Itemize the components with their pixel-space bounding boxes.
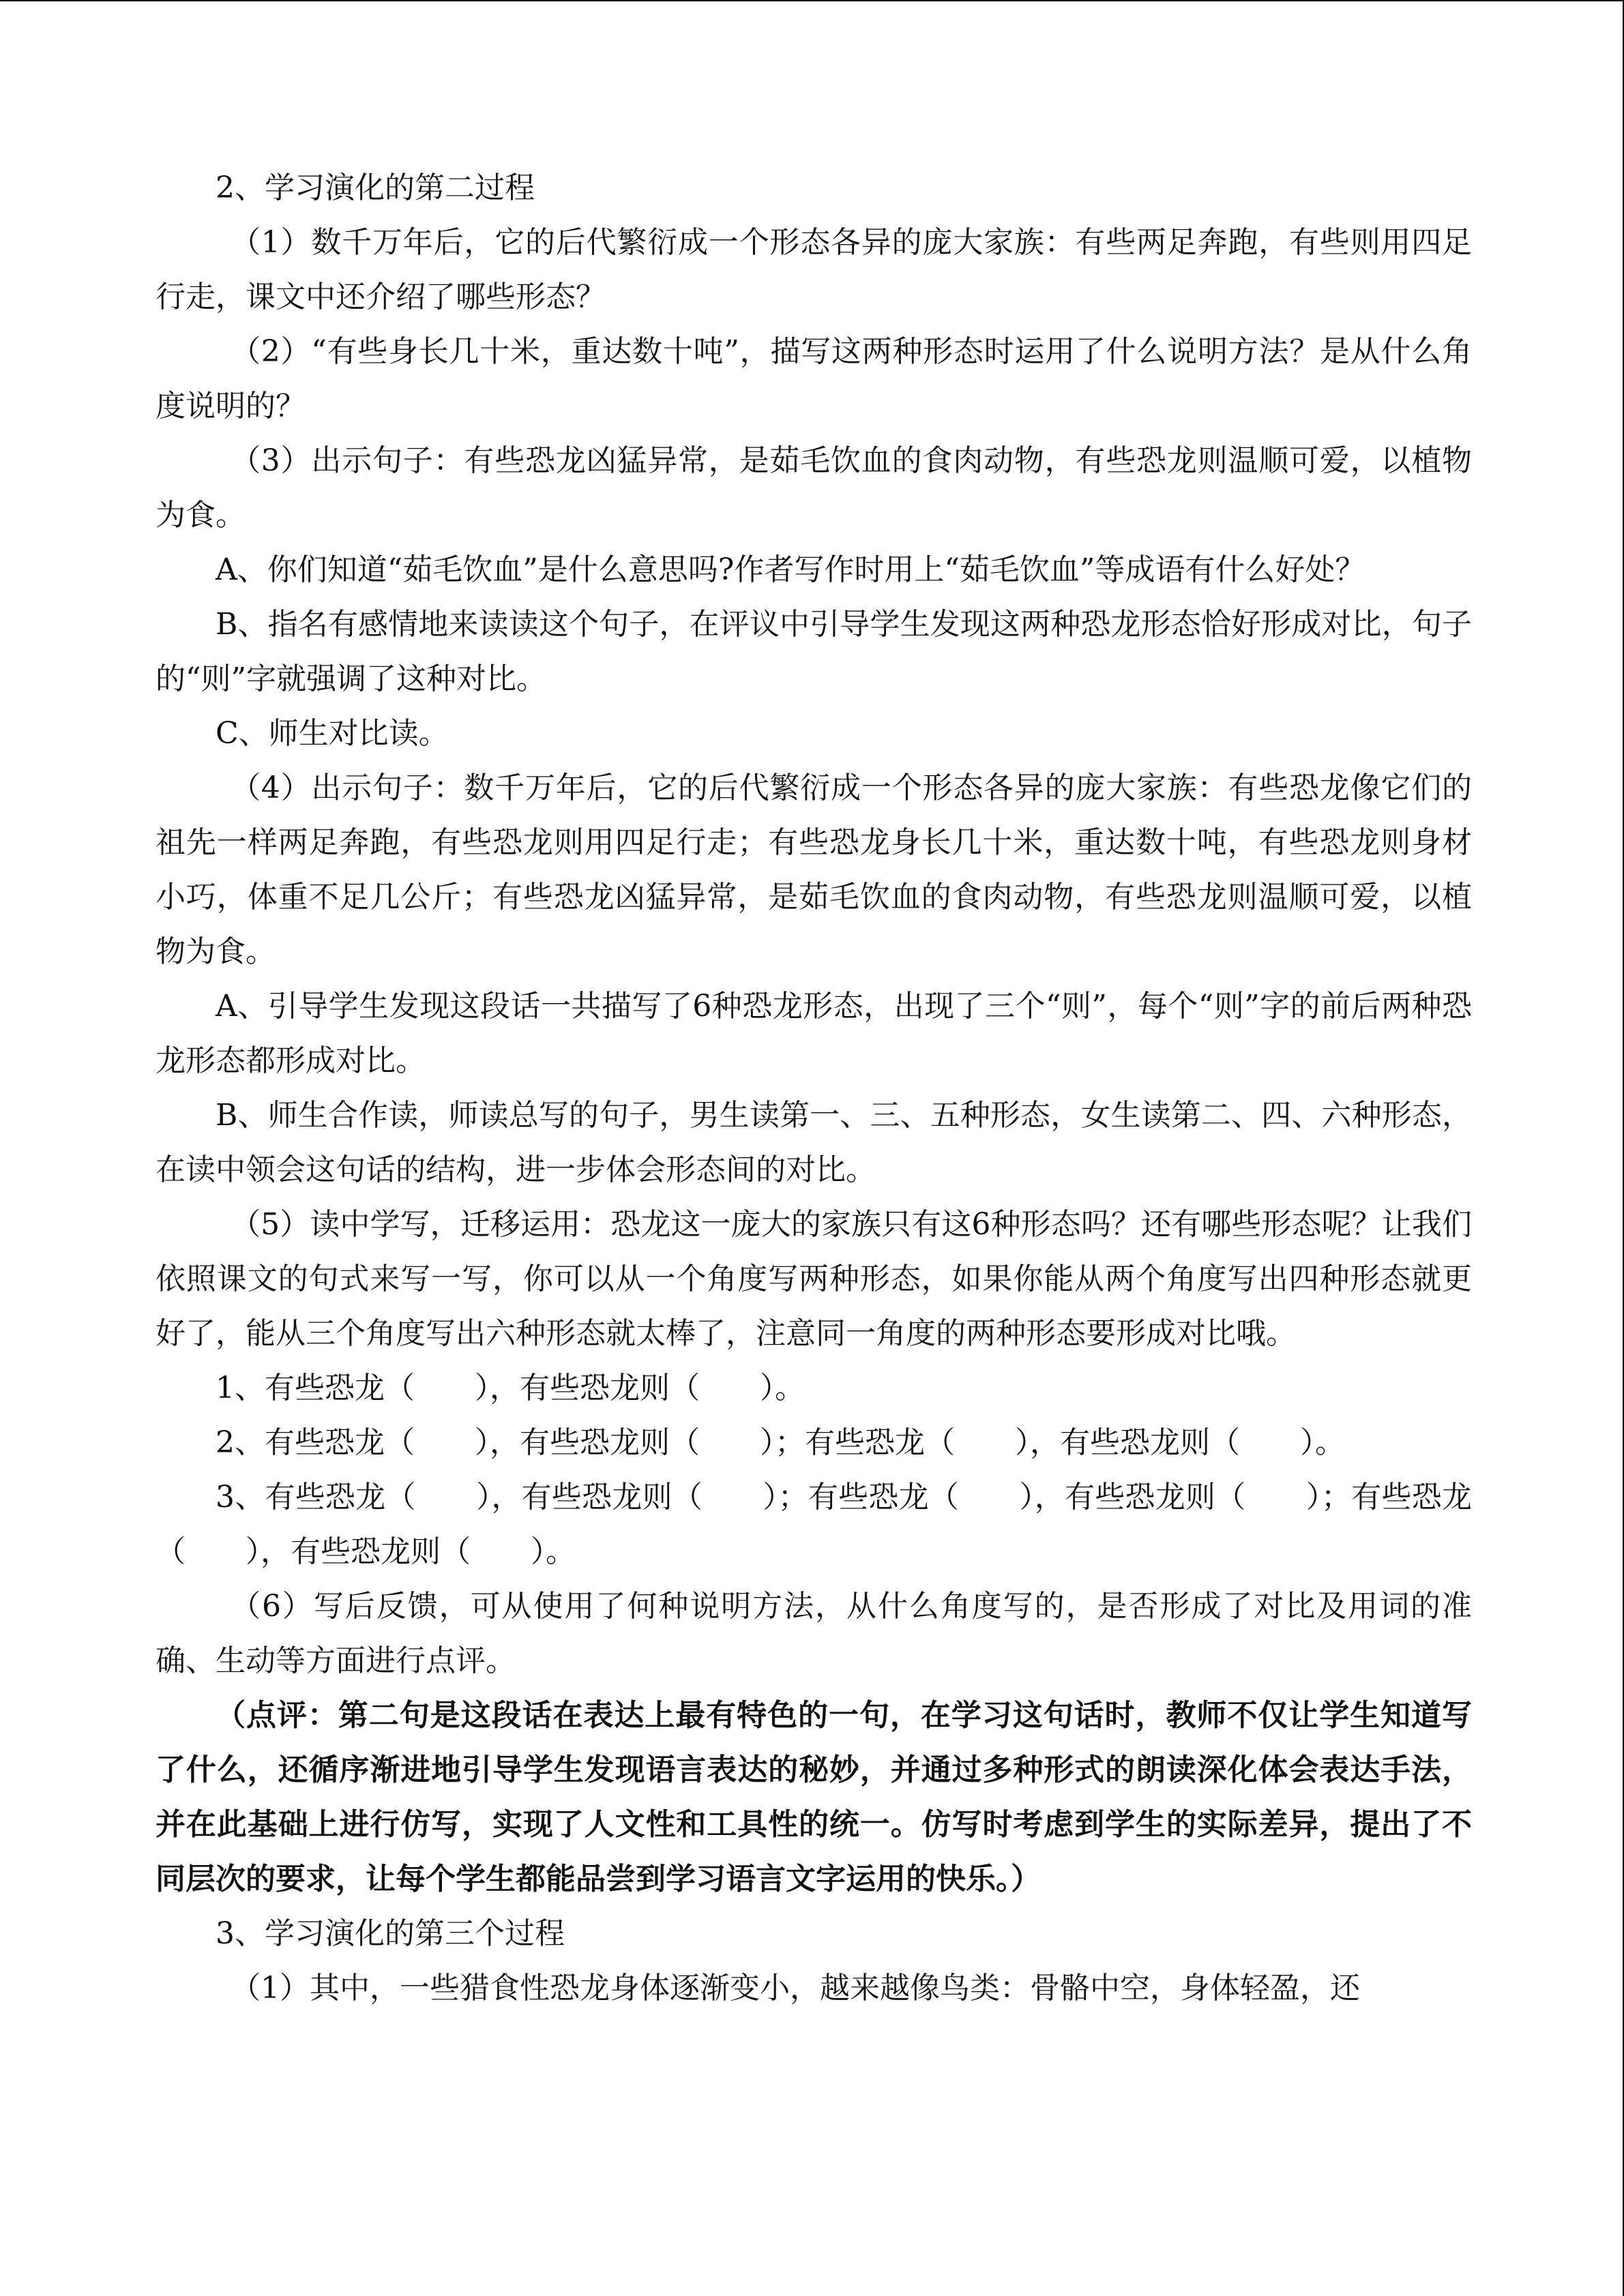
section-heading-2: 2、学习演化的第二过程 <box>216 170 535 205</box>
section-heading-3: 3、学习演化的第三个过程 <box>216 1916 565 1951</box>
question-2: （2）“有些身长几十米，重达数十吨”，描写这两种形态时运用了什么说明方法？是从什么角度说明的？ <box>156 334 1472 423</box>
question-5: （5）读中学写，迁移运用：恐龙这一庞大的家族只有这6种形态吗？还有哪些形态呢？让我们依照课文的句式来写一写，你可以从一个角度写两种形态，如果你能从两个角度写出四种形态就更好了，能从三个角度写出六种形态就太棒了，注意同一角度的两种形态要形成对比哦。 <box>156 1207 1472 1351</box>
question-4: （4）出示句子：数千万年后，它的后代繁衍成一个形态各异的庞大家族：有些恐龙像它们的祖先一样两足奔跑，有些恐龙则用四足行走；有些恐龙身长几十米，重达数十吨，有些恐龙则身材小巧，体重不足几公斤；有些恐龙凶猛异常，是茹毛饮血的食肉动物，有些恐龙则温顺可爱，以植物为食。 <box>156 771 1472 969</box>
question-6: （6）写后反馈，可从使用了何种说明方法，从什么角度写的，是否形成了对比及用词的准确、生动等方面进行点评。 <box>156 1589 1472 1678</box>
question-3: （3）出示句子：有些恐龙凶猛异常，是茹毛饮血的食肉动物，有些恐龙则温顺可爱，以植物为食。 <box>156 443 1472 533</box>
item-4b: B、师生合作读，师读总写的句子，男生读第一、三、五种形态，女生读第二、四、六种形态，在读中领会这句话的结构，进一步体会形态间的对比。 <box>156 1098 1472 1187</box>
item-3a: A、你们知道“茹毛饮血”是什么意思吗?作者写作时用上“茹毛饮血”等成语有什么好处？ <box>216 552 1365 587</box>
item-3b: B、指名有感情地来读读这个句子，在评议中引导学生发现这两种恐龙形态恰好形成对比，句子的“则”字就强调了这种对比。 <box>156 607 1472 696</box>
exercise-3: 3、有些恐龙（ ），有些恐龙则（ ）；有些恐龙（ ），有些恐龙则（ ）；有些恐龙（ ），有些恐龙则（ ）。 <box>156 1480 1472 1569</box>
item-3c: C、师生对比读。 <box>216 716 449 751</box>
commentary: （点评：第二句是这段话在表达上最有特色的一句，在学习这句话时，教师不仅让学生知道写了什么，还循序渐进地引导学生发现语言表达的秘妙，并通过多种形式的朗读深化体会表达手法，并在此基础上进行仿写，实现了人文性和工具性的统一。仿写时考虑到学生的实际差异，提出了不同层次的要求，让每个学生都能品尝到学习语言文字运用的快乐。） <box>156 1698 1472 1896</box>
question-1: （1）数千万年后，它的后代繁衍成一个形态各异的庞大家族：有些两足奔跑，有些则用四足行走，课文中还介绍了哪些形态？ <box>156 225 1472 314</box>
page-border-top <box>0 0 1624 1</box>
section-3-question-1: （1）其中，一些猎食性恐龙身体逐渐变小，越来越像鸟类：骨骼中空，身体轻盈，还 <box>231 1971 1360 2006</box>
exercise-2: 2、有些恐龙（ ），有些恐龙则（ ）；有些恐龙（ ），有些恐龙则（ ）。 <box>216 1425 1345 1460</box>
exercise-1: 1、有些恐龙（ ），有些恐龙则（ ）。 <box>216 1371 805 1405</box>
item-4a: A、引导学生发现这段话一共描写了6种恐龙形态，出现了三个“则”，每个“则”字的前后两种恐龙形态都形成对比。 <box>156 989 1472 1078</box>
document-body <box>156 161 1472 2016</box>
